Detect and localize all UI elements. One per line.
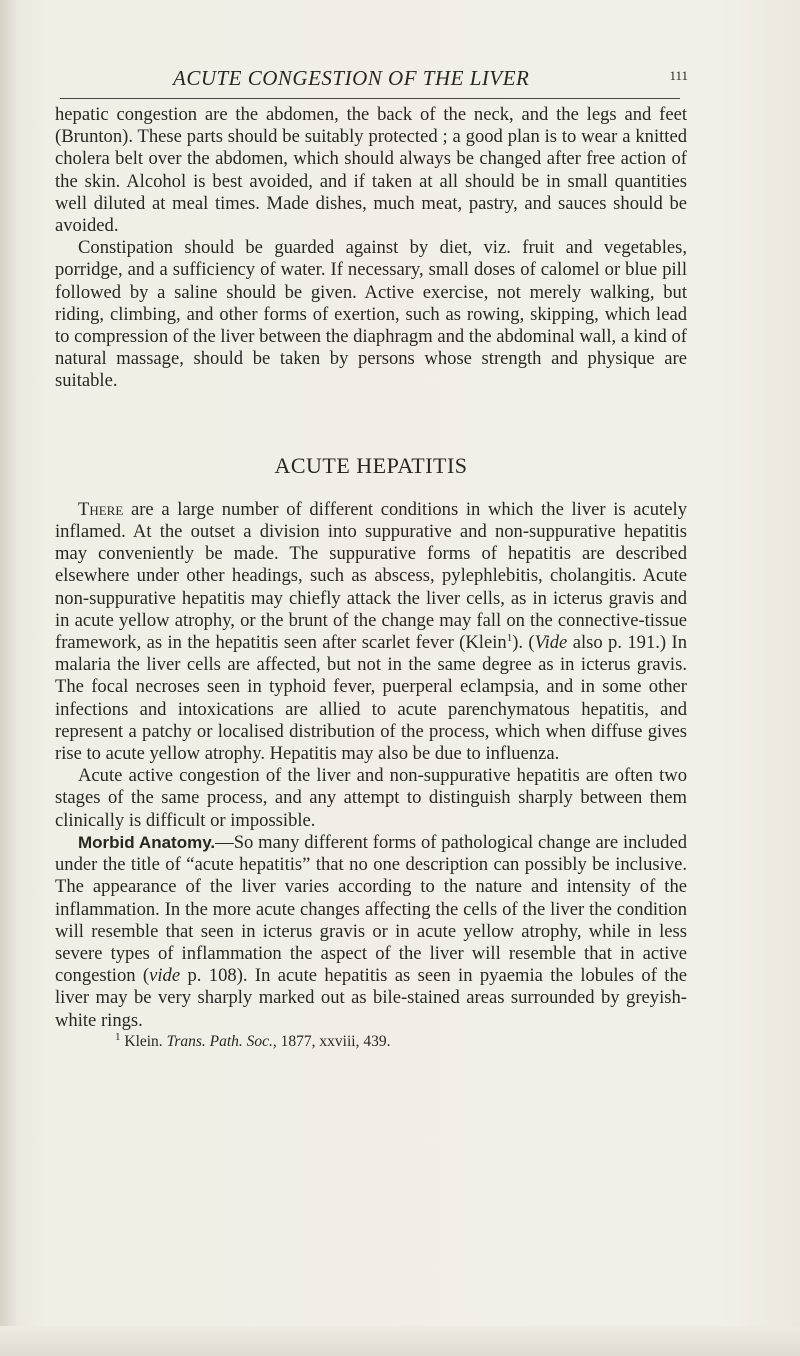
page-gutter <box>0 0 16 1356</box>
lead-word: There <box>78 498 124 520</box>
paragraph-morbid-anatomy: Morbid Anatomy.—So many different forms of pathological change are included under the title of “acute hepatitis” that no one description can possibly be inclusive. The appearance of the liver varies according to the nature and intensity of the inflammation. In the more acute changes affecting the cells of the liver the condition will resemble that seen in icterus gravis or in acute yellow atrophy, while in less severe types of inflammation the aspect of the liver will resemble that in active congestion (vide p. 108). In acute hepatitis as seen in pyaemia the lobules of the liver may be very sharply marked out as bile-stained areas surrounded by greyish-white rings. <box>55 831 688 1031</box>
page-number: 111 <box>669 68 688 83</box>
page-bottom-edge <box>0 1326 800 1356</box>
paragraph-continued: hepatic congestion are the abdomen, the back of the neck, and the legs and feet (Brunton). These parts should be suitably protected ; a good plan is to wear a knitted cholera belt over the abdomen, which should always be changed after free action of the skin. Alcohol is best avoided, and if taken at all should be in small quantities well diluted at meal times. Made dishes, much meat, pastry, and sauces should be avoided. <box>55 104 687 237</box>
subheading-morbid-anatomy: Morbid Anatomy. <box>78 832 216 852</box>
page-body <box>55 104 687 1051</box>
paragraph-hepatitis-intro: There are a large number of different conditions in which the liver is acutely inflamed. At the outset a division into suppurative and non-suppurative hepatitis may conveniently be made. The suppurative forms of hepatitis are described elsewhere under other headings, such as abscess, pylephlebitis, cholangitis. Acute non-suppurative hepatitis may chiefly attack the liver cells, as in icterus gravis and in acute yellow atrophy, or the brunt of the change may fall on the connective-tissue framework, as in the hepatitis seen after scarlet fever (Klein$^1$). (Vide also p. 191.) In malaria the liver cells are affected, but not in the same degree as in icterus gravis. The focal necroses seen in typhoid fever, puerperal eclampsia, and in some other infections and intoxications are allied to acute parenchymatous hepatitis, and represent a patchy or localised distribution of the process, which when diffuse gives rise to acute yellow atrophy. Hepatitis may also be due to influenza. <box>55 498 687 765</box>
section-heading: ACUTE HEPATITIS <box>274 452 468 478</box>
paragraph-constipation: Constipation should be guarded against by diet, viz. fruit and vegetables, porridge, and a sufficiency of water. If necessary, small doses of calomel or blue pill followed by a saline should be given. Active exercise, not merely walking, but riding, climbing, and other forms of exertion, such as rowing, skipping, which lead to compression of the liver between the diaphragm and the abdominal wall, a kind of natural massage, should be taken by persons whose strength and physique are suitable. <box>55 237 687 392</box>
footnote-ref: 1 <box>506 631 513 644</box>
header-rule <box>60 98 680 99</box>
footnote: $^1$ Klein. Trans. Path. Soc., 1877, xxviii, 439. <box>115 1030 391 1050</box>
paragraph-congestion-stages: Acute active congestion of the liver and non-suppurative hepatitis are often two stages of the same process, and any attempt to distinguish sharply between them clinically is difficult or impossible. <box>55 765 687 831</box>
running-title: ACUTE CONGESTION OF THE LIVER <box>173 66 530 90</box>
page-header <box>0 66 800 96</box>
